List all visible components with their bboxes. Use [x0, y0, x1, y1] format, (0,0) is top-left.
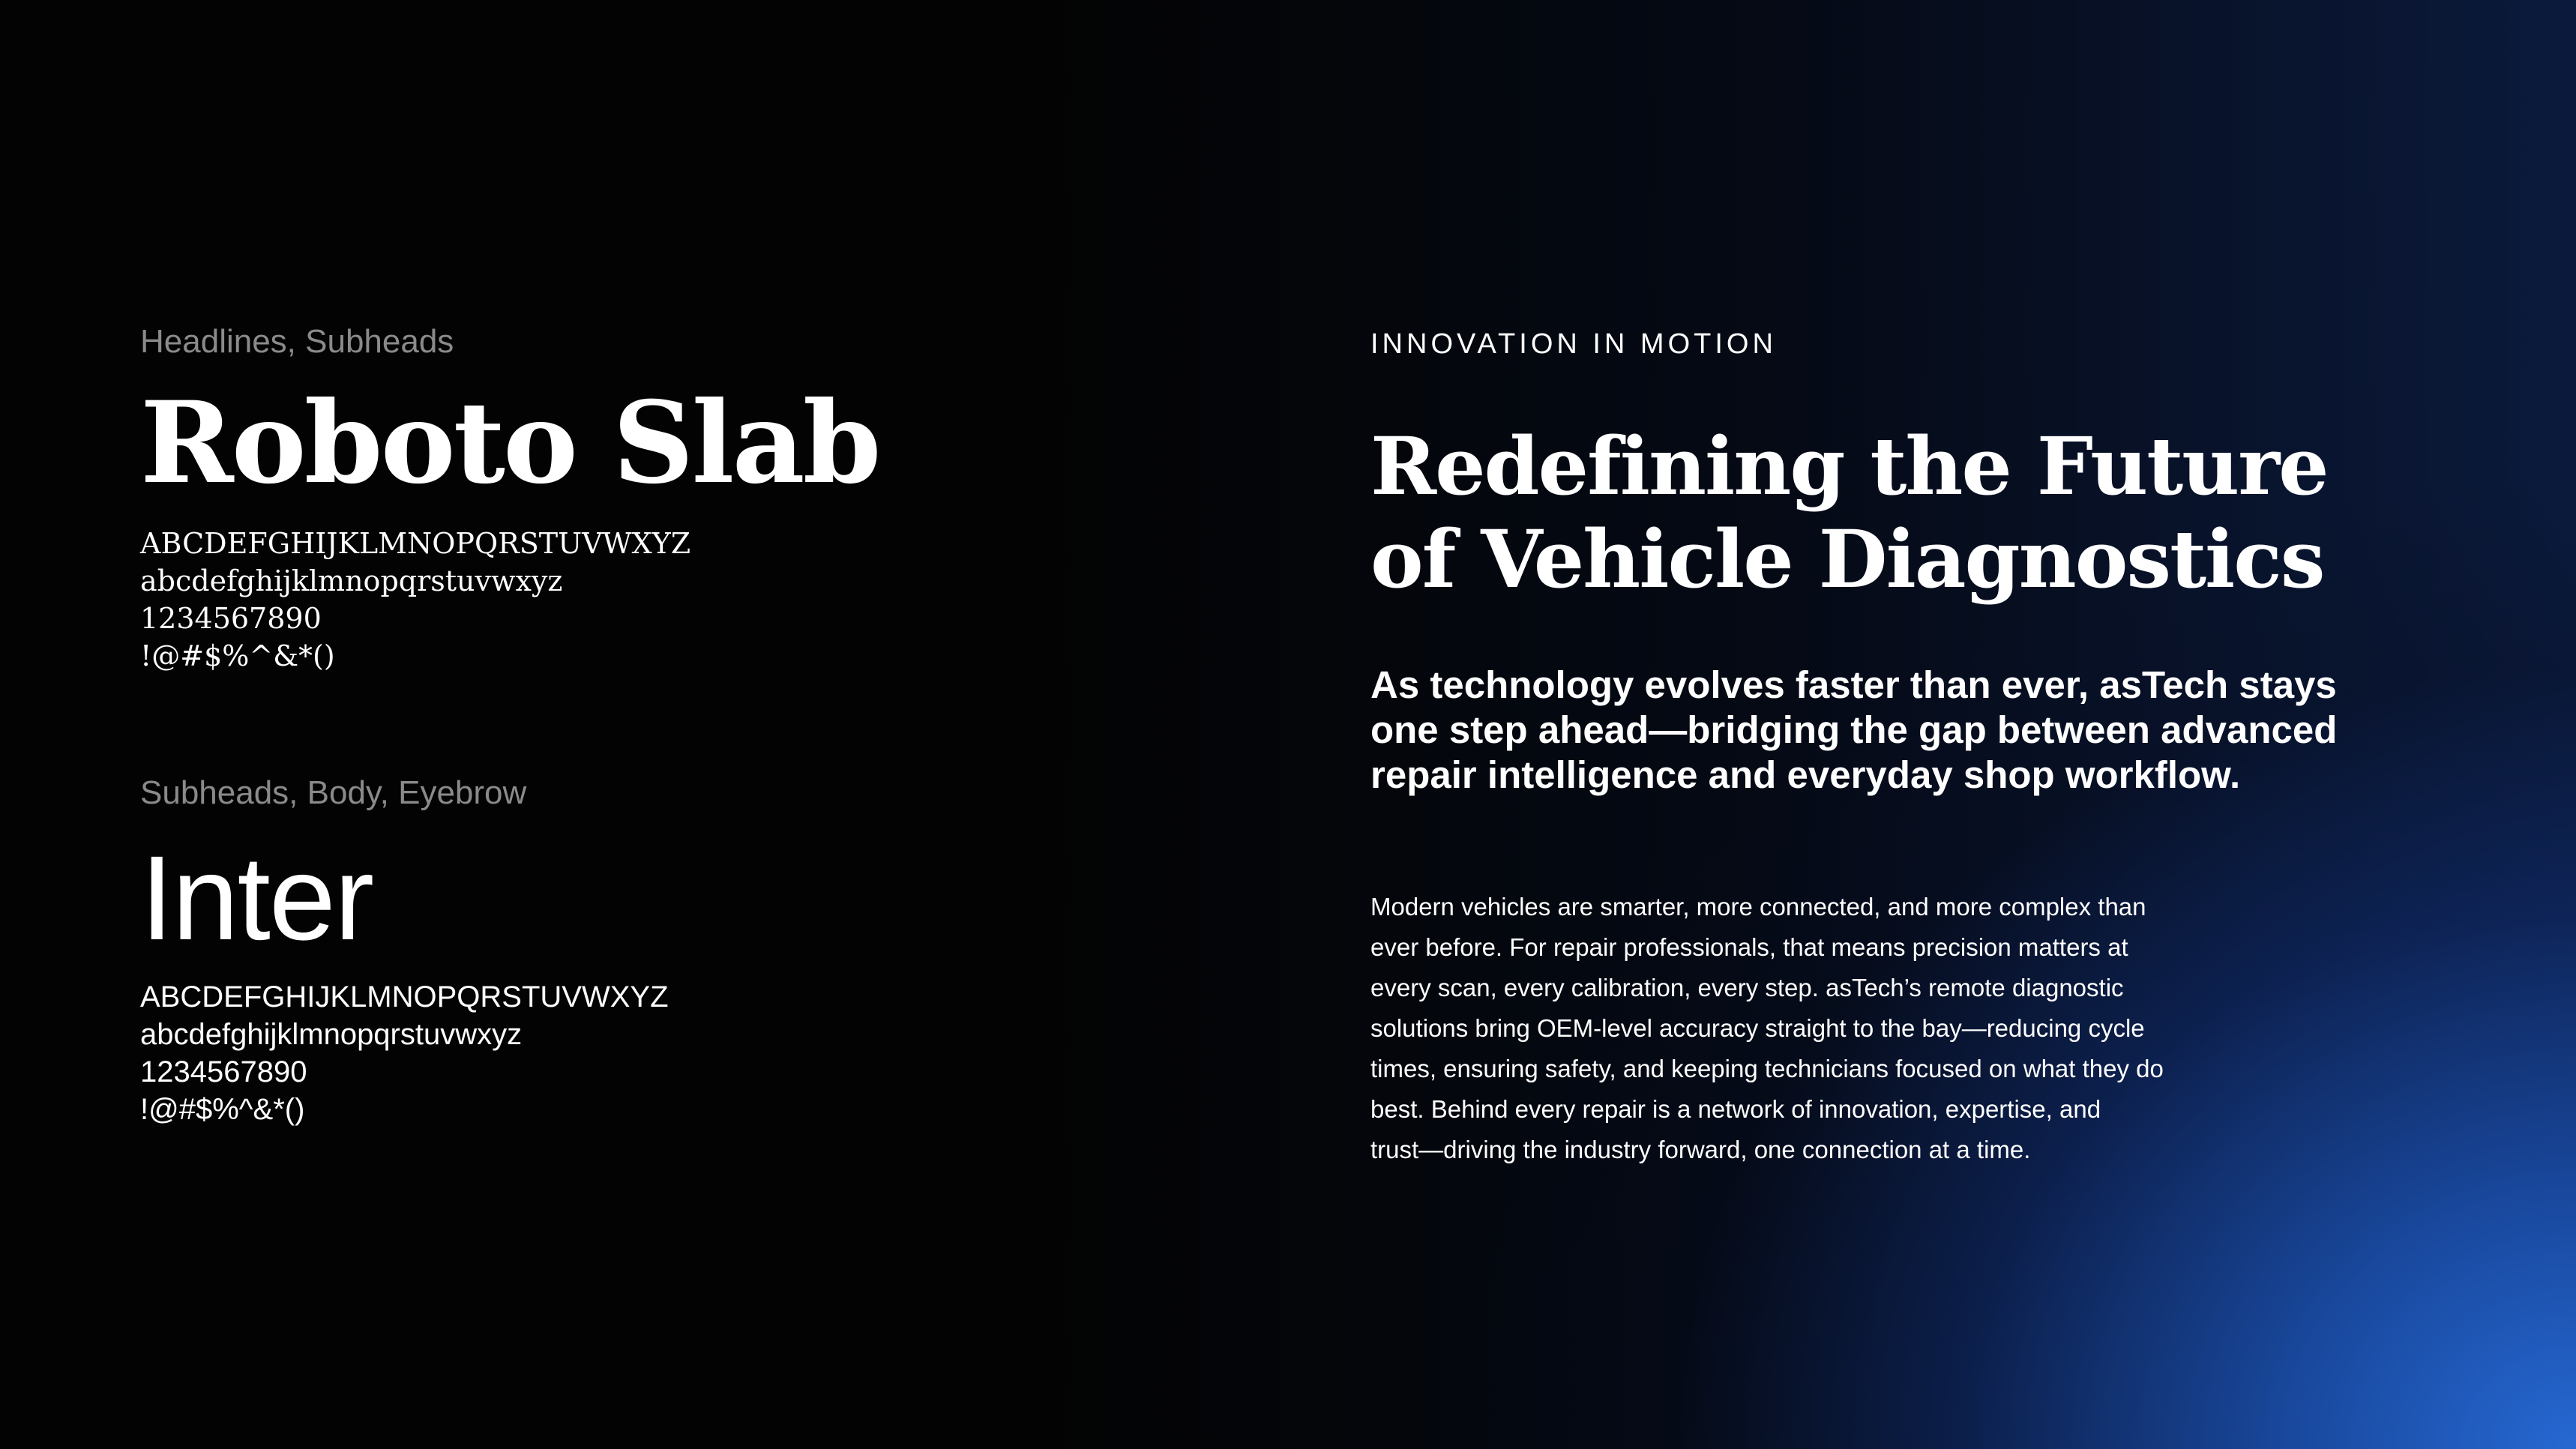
slab-digits: 1234567890 [140, 602, 322, 635]
subhead-line: one step ahead—bridging the gap between advanced [1370, 708, 2338, 751]
subhead [1370, 663, 2337, 798]
body-line: ever before. For repair professionals, that means precision matters at [1370, 933, 2128, 961]
headline [1370, 420, 2328, 606]
inter-digits: 1234567890 [140, 1055, 307, 1088]
slab-font-name: Roboto Slab [140, 377, 879, 509]
body-line: every scan, every calibration, every step. asTech’s remote diagnostic [1370, 974, 2124, 1001]
inter-symbols: !@#$%^&*() [140, 1093, 305, 1126]
inter-lowercase: abcdefghijklmnopqrstuvwxyz [140, 1018, 523, 1051]
headline-line: of Vehicle Diagnostics [1370, 512, 2324, 606]
slab-lowercase: abcdefghijklmnopqrstuvwxyz [140, 564, 563, 597]
inter-font-name: Inter [140, 831, 373, 965]
body-line: Modern vehicles are smarter, more connected, and more complex than [1370, 893, 2146, 921]
inter-glyph-set [140, 978, 669, 1128]
eyebrow: INNOVATION IN MOTION [1370, 328, 1777, 360]
slab-usage-label: Headlines, Subheads [140, 323, 454, 360]
slab-glyph-set [140, 525, 690, 675]
slab-uppercase: ABCDEFGHIJKLMNOPQRSTUVWXYZ [140, 527, 691, 560]
body-line: times, ensuring safety, and keeping technicians focused on what they do [1370, 1055, 2164, 1082]
body-line: trust—driving the industry forward, one connection at a time. [1370, 1136, 2031, 1163]
slab-symbols: !@#$%^&*() [140, 639, 335, 672]
headline-line: Redefining the Future [1370, 419, 2328, 513]
inter-uppercase: ABCDEFGHIJKLMNOPQRSTUVWXYZ [140, 980, 669, 1013]
inter-usage-label: Subheads, Body, Eyebrow [140, 774, 527, 811]
body-paragraph [1370, 887, 2164, 1170]
subhead-line: repair intelligence and everyday shop workflow. [1370, 753, 2241, 796]
body-line: best. Behind every repair is a network of innovation, expertise, and [1370, 1095, 2101, 1123]
body-line: solutions bring OEM-level accuracy straight to the bay—reducing cycle [1370, 1014, 2145, 1042]
subhead-line: As technology evolves faster than ever, asTech stays [1370, 663, 2337, 706]
